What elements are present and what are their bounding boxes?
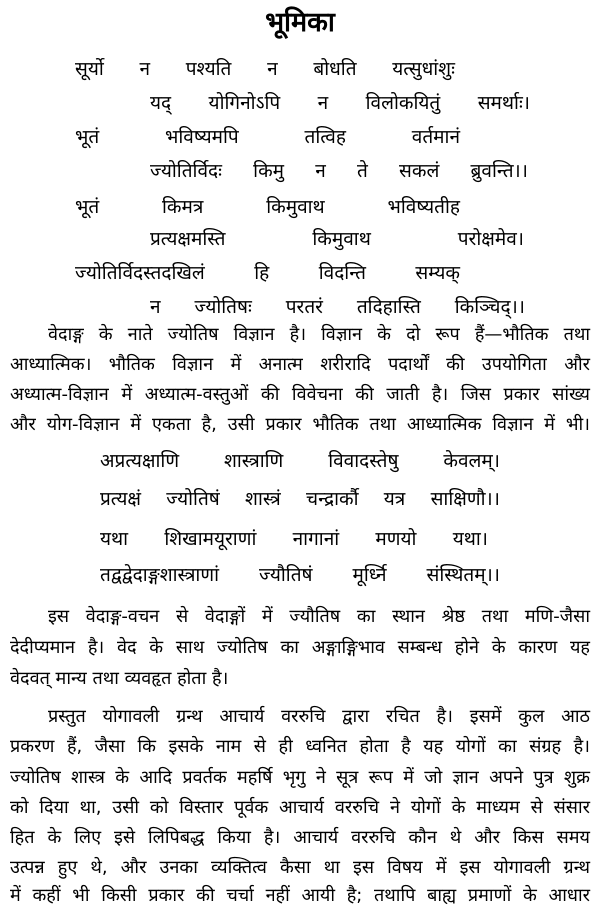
- verse-word: ब्रुवन्ति।।: [470, 160, 528, 182]
- verse-word: अप्रत्यक्षाणि: [100, 450, 180, 472]
- verse-word: न: [267, 58, 278, 80]
- verse-line: [100, 446, 500, 476]
- verse-word: परोक्षमेव।: [457, 228, 524, 250]
- verse-word: प्रत्यक्षं: [100, 488, 141, 510]
- paragraph-line: देदीप्यमान है। वेद के साथ ज्योतिष का अङ्गाङ्गिभाव सम्बन्ध होने के कारण यह: [10, 637, 590, 658]
- verse-word: यत्सुधांशुः: [392, 58, 455, 80]
- paragraph-line: प्रकरण हैं, जैसा कि इसके नाम से ही ध्वनित होता है यह योगों का संग्रह है।: [10, 736, 590, 757]
- verse-word: ज्योतिषः: [194, 296, 252, 318]
- verse-word: पश्यति: [185, 58, 232, 80]
- verse-word: मूर्ध्नि: [352, 564, 387, 586]
- verse-word: नागानां: [292, 528, 340, 550]
- verse-word: हि: [254, 262, 270, 284]
- verse-word: मणयो: [375, 528, 417, 550]
- verse-word: ज्यौतिषं: [259, 564, 313, 586]
- verse-word: ज्योतिर्विदः: [150, 160, 222, 182]
- verse-word: यथा।: [452, 528, 488, 550]
- verse-word: न: [139, 58, 151, 80]
- verse-line: [75, 192, 460, 222]
- verse-word: ज्योतिषं: [166, 488, 220, 510]
- verse-word: किमु: [253, 160, 285, 182]
- paragraph-line: और योग-विज्ञान में एकता है, उसी प्रकार भौतिक तथा आध्यात्मिक विज्ञान में भी।: [10, 414, 590, 435]
- verse-word: संस्थितम्।।: [426, 564, 500, 586]
- verse-line: [150, 156, 528, 186]
- paragraph-line: वेदाङ्ग के नाते ज्योतिष विज्ञान है। विज्ञान के दो रूप हैं—भौतिक तथा: [48, 324, 590, 345]
- verse-word: यत्र: [383, 488, 406, 510]
- verse-word: भविष्यतीह: [387, 196, 460, 218]
- verse-word: सकलं: [399, 160, 440, 182]
- verse-word: भूतं: [75, 126, 100, 148]
- page-title: भूमिका: [265, 7, 335, 38]
- verse-word: ज्योतिर्विदस्तदखिलं: [75, 262, 205, 284]
- verse-word: चन्द्रार्कौ: [306, 488, 359, 510]
- verse-word: किमुवाथ: [266, 196, 325, 218]
- paragraph-line: प्रस्तुत योगावली ग्रन्थ आचार्य वररुचि द्वारा रचित है। इसमें कुल आठ: [48, 706, 590, 727]
- verse-word: विवादस्तेषु: [328, 450, 399, 472]
- verse-line: [100, 484, 500, 514]
- verse-line: [150, 224, 524, 254]
- verse-line: [75, 122, 460, 152]
- verse-word: प्रत्यक्षमस्ति: [150, 228, 226, 250]
- verse-word: यद्: [150, 92, 172, 114]
- verse-word: किमत्र: [162, 196, 204, 218]
- verse-word: सूर्यो: [75, 58, 104, 80]
- paragraph-line: में कहीं भी किसी प्रकार की चर्चा नहीं आयी है; तथापि बाह्य प्रमाणों के आधार: [10, 885, 590, 906]
- verse-word: वर्तमानं: [411, 126, 460, 148]
- verse-line: [100, 524, 488, 554]
- verse-word: समर्थाः।: [477, 92, 530, 114]
- verse-word: तत्विह: [304, 126, 346, 148]
- verse-word: तद्वद्वेदाङ्गशास्त्राणां: [100, 564, 220, 586]
- verse-word: शास्त्राणि: [223, 450, 284, 472]
- verse-line: [75, 258, 460, 288]
- verse-word: न: [315, 160, 326, 182]
- verse-word: न: [317, 92, 329, 114]
- verse-word: साक्षिणौ।।: [430, 488, 500, 510]
- paragraph-line: को दिया था, उसी को विस्तार पूर्वक आचार्य वररुचि ने योगों के माध्यम से संसार: [10, 797, 590, 818]
- verse-word: शास्त्रं: [245, 488, 281, 510]
- verse-word: भूतं: [75, 196, 100, 218]
- verse-line: [150, 292, 525, 322]
- verse-word: यथा: [100, 528, 129, 550]
- paragraph-line: वेदवत् मान्य तथा व्यवहृत होता है।: [10, 668, 229, 689]
- verse-word: किमुवाथ: [312, 228, 371, 250]
- paragraph-line: ज्योतिष शास्त्र के आदि प्रवर्तक महर्षि भृगु ने सूत्र रूप में जो ज्ञान अपने पुत्र शुक्र: [10, 767, 590, 788]
- paragraph-line: आध्यात्मिक। भौतिक विज्ञान में अनात्म शरीरादि पदार्थों की उपयोगिता और: [10, 354, 590, 375]
- verse-word: विदन्ति: [318, 262, 366, 284]
- paragraph-line: उत्पन्न हुए थे, और उनका व्यक्तित्व कैसा था इस विषय में इस योगावली ग्रन्थ: [10, 857, 590, 878]
- verse-word: न: [150, 296, 161, 318]
- verse-word: केवलम्।: [443, 450, 500, 472]
- verse-word: भविष्यमपि: [165, 126, 239, 148]
- paragraph-line: इस वेदाङ्ग-वचन से वेदाङ्गों में ज्यौतिष का स्थान श्रेष्ठ तथा मणि-जैसा: [48, 606, 590, 627]
- verse-word: किञ्चिद्।।: [454, 296, 525, 318]
- verse-word: परतरं: [285, 296, 323, 318]
- paragraph-line: हित के लिए इसे लिपिबद्ध किया है। आचार्य वररुचि कौन थे और किस समय: [10, 827, 590, 848]
- verse-word: विलोकयितुं: [365, 92, 441, 114]
- verse-line: [100, 560, 500, 590]
- verse-word: बोधति: [313, 58, 357, 80]
- verse-line: [75, 54, 455, 84]
- verse-word: तदिहास्ति: [356, 296, 421, 318]
- verse-word: शिखामयूराणां: [164, 528, 257, 550]
- verse-line: [150, 88, 530, 118]
- verse-word: सम्यक्: [415, 262, 460, 284]
- paragraph-line: अध्यात्म-विज्ञान में अध्यात्म-वस्तुओं की विवेचना की जाती है। जिस प्रकार सांख्य: [10, 384, 590, 405]
- verse-word: ते: [356, 160, 368, 182]
- verse-word: योगिनोऽपि: [208, 92, 281, 114]
